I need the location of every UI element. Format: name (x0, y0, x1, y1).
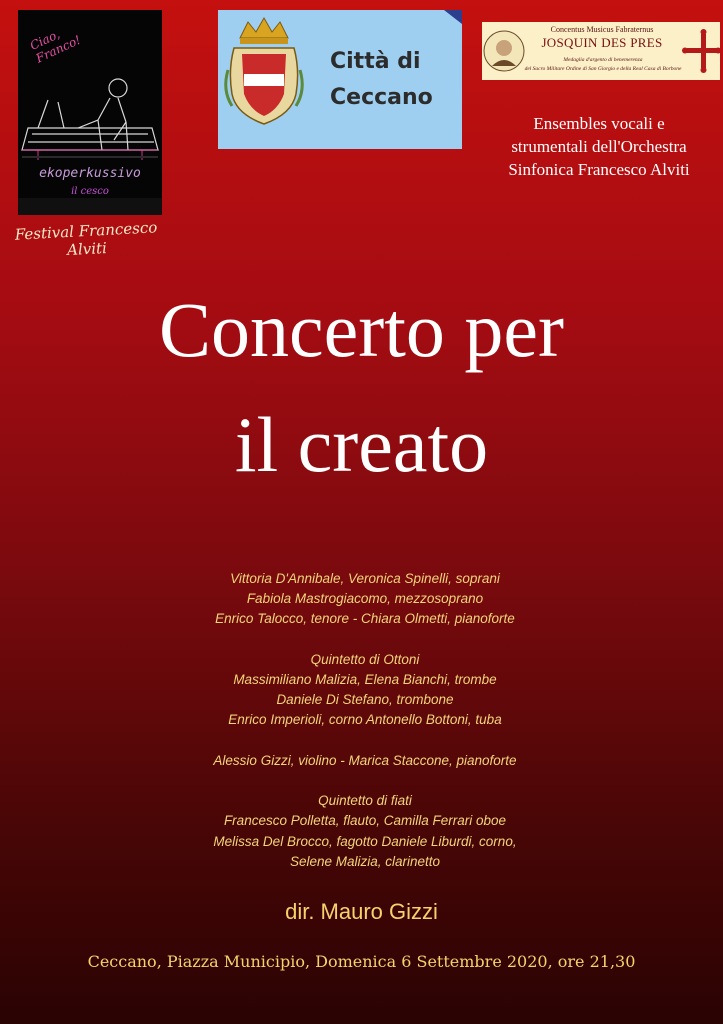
performer-spacer (160, 630, 570, 650)
title-line1: Concerto per (158, 286, 564, 373)
ensembles-line2: strumentali dell'Orchestra (511, 137, 687, 156)
poster-subtitle: il cesco (71, 186, 109, 197)
performer-line: Melissa Del Brocco, fagotto Daniele Liburdi, corno, (213, 833, 517, 849)
coat-of-arms-icon (226, 48, 303, 124)
josquin-small-line2: del Sacro Militare Ordine di San Giorgio e della Real Casa di Borbone (524, 66, 682, 72)
performer-spacer (160, 771, 570, 791)
performer-line: Francesco Polletta, flauto, Camilla Ferrari oboe (223, 813, 507, 829)
performer-line: Enrico Talocco, tenore - Chiara Olmetti, pianoforte (215, 611, 515, 627)
concert-title (0, 272, 723, 502)
poster-title: ekoperkussivo (39, 166, 141, 181)
josquin-small-line1: Medaglia d'argento di benemerenza (563, 57, 643, 63)
josquin-name: JOSQUIN DES PRES (541, 35, 663, 50)
performer-line: Daniele Di Stefano, trombone (276, 692, 454, 708)
ensembles-text (476, 112, 722, 181)
event-details: Ceccano, Piazza Municipio, Domenica 6 Settembre 2020, ore 21,30 (87, 952, 636, 971)
josquin-top-text: Concentus Musicus Fabraternus (550, 25, 654, 34)
performer-spacer (160, 731, 570, 751)
title-line2: il creato (234, 401, 489, 488)
city-name-line1: Città di (330, 49, 421, 74)
performer-line: Quintetto di Ottoni (310, 651, 420, 667)
director: dir. Mauro Gizzi (285, 899, 438, 924)
cross-icon (682, 29, 720, 73)
performer-line: Selene Malizia, clarinetto (289, 853, 441, 869)
portrait-icon (484, 31, 524, 71)
performer-line: Quintetto di fiati (318, 793, 412, 809)
ensembles-line3: Sinfonica Francesco Alviti (508, 160, 690, 179)
performer-line: Fabiola Mastrogiacomo, mezzosoprano (246, 591, 484, 607)
city-name (330, 44, 460, 116)
performer-line: Alessio Gizzi, violino - Marica Staccone, pianoforte (213, 752, 517, 768)
performer-line: Enrico Imperioli, corno Antonello Bottoni, tuba (228, 712, 502, 728)
crown-icon (240, 18, 288, 44)
city-name-line2: Ceccano (330, 85, 433, 110)
performer-line: Massimiliano Malizia, Elena Bianchi, trombe (233, 672, 497, 687)
performers-list (160, 569, 570, 872)
ensembles-line1: Ensembles vocali e (533, 114, 665, 133)
festival-caption: Festival Francesco Alviti (14, 218, 158, 260)
poster-script-text: Ciao, Franco! (27, 27, 83, 66)
performer-line: Vittoria D'Annibale, Veronica Spinelli, soprani (230, 571, 500, 586)
